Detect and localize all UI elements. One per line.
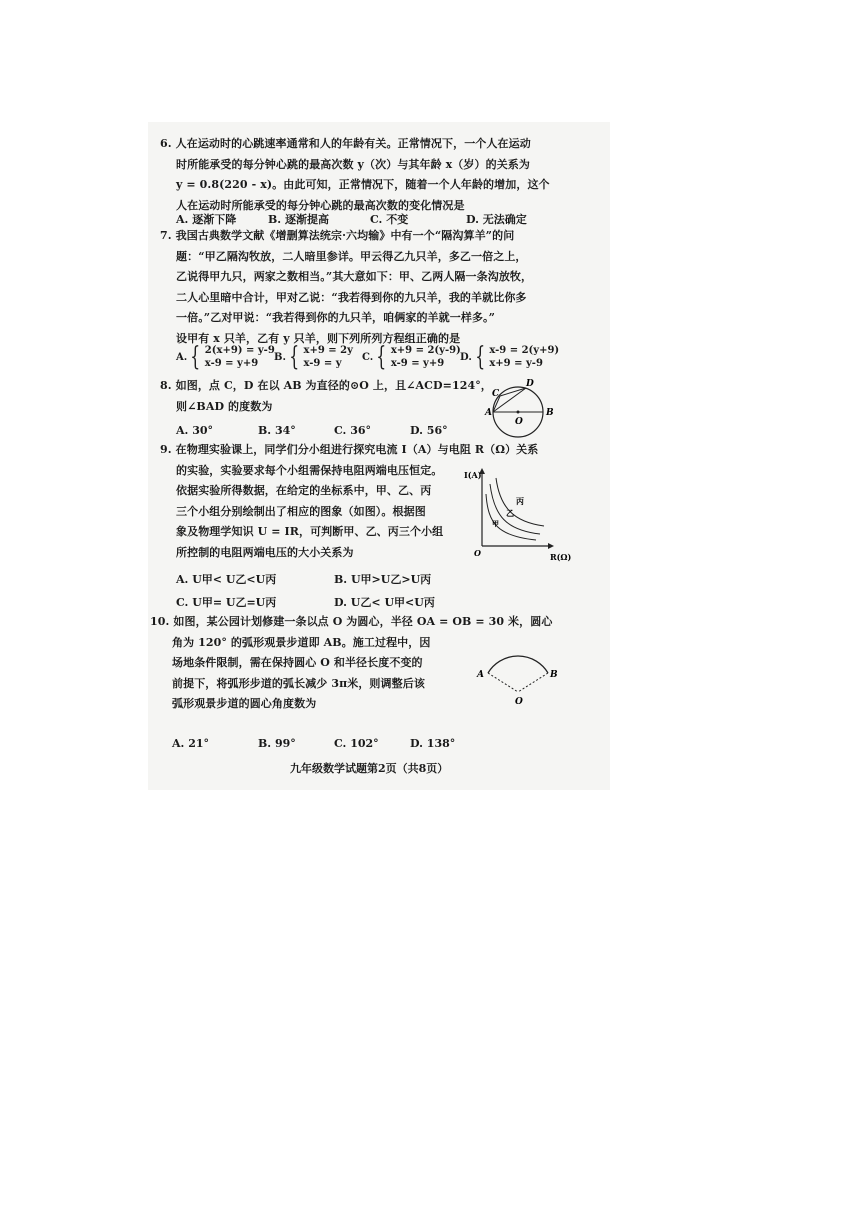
- question-9-line: 9. 在物理实验课上，同学们分小组进行探究电流 I（A）与电阻 R（Ω）关系: [160, 443, 539, 456]
- option-d[interactable]: D. { x-9 = 2(y+9) x+9 = y-9: [460, 342, 560, 372]
- option-d[interactable]: D. 138°: [410, 737, 456, 750]
- question-10-line: 前提下，将弧形步道的弧长减少 3π米，则调整后该: [172, 676, 425, 690]
- question-8: [160, 376, 492, 417]
- label-a: A: [485, 408, 492, 418]
- question-10-line: 弧形观景步道的圆心角度数为: [172, 697, 317, 710]
- question-8-line: 8. 如图，点 C，D 在以 AB 为直径的⊙O 上，且∠ACD=124°，: [160, 379, 492, 392]
- label-c: C: [492, 389, 500, 399]
- question-9-line: 象及物理学知识 U = IR，可判断甲、乙、丙三个小组: [176, 525, 444, 538]
- option-b[interactable]: B. { x+9 = 2y x-9 = y: [274, 342, 353, 372]
- label-b: B: [546, 408, 554, 418]
- option-b[interactable]: B. 逐渐提高: [268, 213, 329, 226]
- y-axis-label: I(A): [464, 470, 482, 480]
- question-7-line: 7. 我国古典数学文献《增删算法统宗·六均输》中有一个“隔沟算羊”的问: [160, 229, 515, 242]
- radius-ob: [518, 673, 548, 692]
- label-b: B: [550, 670, 558, 680]
- question-9-line: 所控制的电阻两端电压的大小关系为: [176, 545, 354, 559]
- option-d[interactable]: D. U乙< U甲<U丙: [334, 596, 435, 609]
- page-footer: 九年级数学试题第2页（共8页）: [290, 762, 449, 775]
- question-7-line: 题：“甲乙隔沟牧放，二人暗里参详。甲云得乙九只羊，多乙一倍之上，: [176, 249, 527, 263]
- question-7-line: 一倍。”乙对甲说：“我若得到你的九只羊，咱俩家的羊就一样多。”: [176, 311, 496, 324]
- x-axis-label: R(Ω): [550, 552, 572, 562]
- curve-jia-label: 甲: [492, 519, 499, 528]
- question-6-line: 6. 人在运动时的心跳速率通常和人的年龄有关。正常情况下，一个人在运动: [160, 137, 531, 150]
- question-6-line: 时所能承受的每分钟心跳的最高次数 y（次）与其年龄 x（岁）的关系为: [176, 157, 531, 171]
- radius-oa: [488, 673, 518, 692]
- option-b[interactable]: B. 99°: [258, 737, 296, 750]
- question-9-line: 三个小组分别绘制出了相应的图象（如图）。根据图: [176, 504, 426, 518]
- origin-label: O: [474, 548, 481, 558]
- question-9-line: 依据实验所得数据，在给定的坐标系中，甲、乙、丙: [176, 484, 432, 497]
- center-point: [517, 411, 520, 414]
- question-10-line: 10. 如图，某公园计划修建一条以点 O 为圆心，半径 OA = OB = 30 米，圆心: [150, 615, 553, 628]
- question-9-line: 的实验，实验要求每个小组需保持电阻两端电压恒定。: [176, 463, 443, 477]
- label-o: O: [515, 417, 523, 427]
- question-8-line: 则∠BAD 的度数为: [176, 399, 273, 413]
- x-axis-arrow: [548, 543, 554, 549]
- circle-figure: [482, 378, 558, 442]
- arc-ab: [488, 656, 548, 673]
- option-c[interactable]: C. 不变: [370, 213, 409, 226]
- label-o: O: [515, 697, 523, 707]
- option-d[interactable]: D. 56°: [410, 424, 448, 437]
- option-a[interactable]: A. U甲< U乙<U丙: [176, 573, 277, 586]
- question-10-line: 场地条件限制，需在保持圆心 O 和半径长度不变的: [172, 656, 423, 669]
- curve-bing-label: 丙: [516, 496, 524, 506]
- arc-walkway-figure: [474, 632, 562, 710]
- option-a[interactable]: A. 21°: [172, 737, 210, 750]
- question-7-line: 二人心里暗中合计，甲对乙说：“我若得到你的九只羊，我的羊就比你多: [176, 290, 527, 304]
- option-c[interactable]: C. 102°: [334, 737, 379, 750]
- option-b[interactable]: B. 34°: [258, 424, 296, 437]
- question-7: [160, 226, 532, 349]
- question-7-line: 乙说得甲九只，两家之数相当。”其大意如下：甲、乙两人隔一条沟放牧，: [176, 270, 533, 283]
- current-resistance-graph: [466, 464, 576, 564]
- label-d: D: [526, 379, 534, 389]
- option-a[interactable]: A. 30°: [176, 424, 214, 437]
- label-a: A: [477, 670, 484, 680]
- question-6: [160, 134, 550, 216]
- option-c[interactable]: C. U甲= U乙=U丙: [176, 596, 277, 609]
- option-a[interactable]: A. 逐渐下降: [176, 213, 237, 226]
- option-a[interactable]: A. { 2(x+9) = y-9 x-9 = y+9: [176, 342, 275, 372]
- question-6-line: 人在运动时所能承受的每分钟心跳的最高次数的变化情况是: [176, 198, 465, 212]
- curve-yi-label: 乙: [506, 508, 514, 518]
- option-c[interactable]: C. { x+9 = 2(y-9) x-9 = y+9: [362, 342, 461, 372]
- question-7-line: 设甲有 x 只羊，乙有 y 只羊，则下列所列方程组正确的是: [176, 331, 461, 345]
- option-c[interactable]: C. 36°: [334, 424, 372, 437]
- option-b[interactable]: B. U甲>U乙>U丙: [334, 573, 432, 586]
- question-10-line: 角为 120° 的弧形观景步道即 AB。施工过程中，因: [172, 635, 431, 649]
- question-6-line: y = 0.8(220 - x)。由此可知，正常情况下，随着一个人年龄的增加，这个: [176, 178, 550, 191]
- option-d[interactable]: D. 无法确定: [466, 213, 527, 226]
